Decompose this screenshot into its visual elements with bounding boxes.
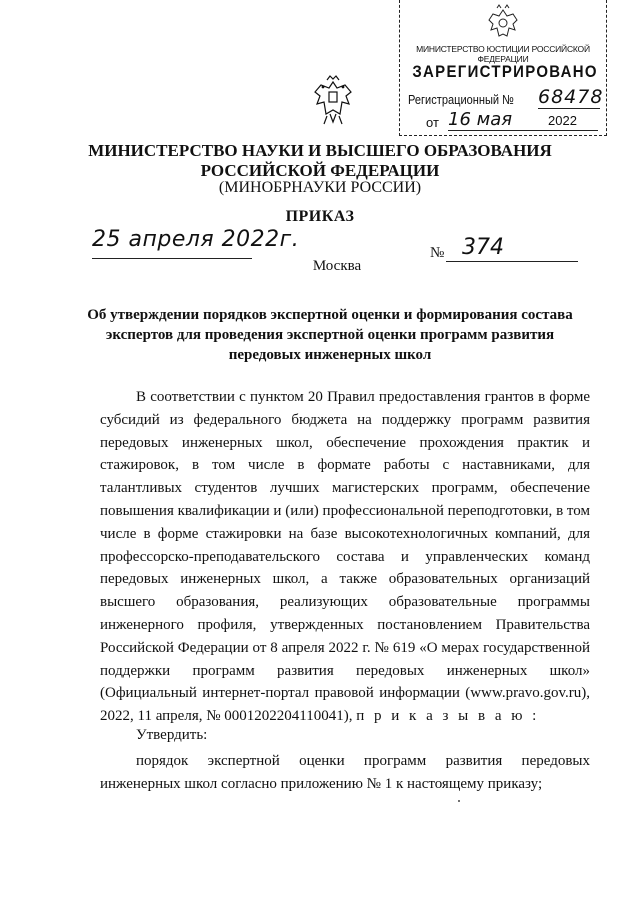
stamp-registered-label: ЗАРЕГИСТРИРОВАНО <box>412 62 598 81</box>
ministry-short-name: (МИНОБРНАУКИ РОССИИ) <box>218 179 422 196</box>
order-number-label: № <box>430 245 445 261</box>
stamp-number-underline <box>538 108 600 109</box>
coat-of-arms-icon <box>310 74 356 128</box>
body-paragraph <box>100 386 590 728</box>
approve-label: Утвердить: <box>136 727 208 743</box>
document-title: Об утверждении порядков экспертной оценки и формирования состава экспертов для проведения экспертной оценки программ развития передовых инженерных школ <box>87 307 573 363</box>
order-date-handwritten: 25 апреля 2022г. <box>92 227 300 252</box>
stamp-ministry-name: МИНИСТЕРСТВО ЮСТИЦИИ РОССИЙСКОЙ ФЕДЕРАЦИИ <box>416 44 590 64</box>
ink-dot <box>458 800 460 802</box>
document-type: ПРИКАЗ <box>285 208 355 225</box>
ministry-name-line2: РОССИЙСКОЙ ФЕДЕРАЦИИ <box>200 161 440 180</box>
stamp-reg-year: 2022 <box>548 113 577 128</box>
main-paragraph-text: В соответствии с пунктом 20 Правил предоставления грантов в форме субсидий из федерального бюджета на поддержку программ развития передовых инженерных школ, обеспечение прохождения практик и стажировок, в том числе в формате работы с наставниками, для талантливых студентов лучших магистерских программ, обеспечение повышения квалификации и (или) профессиональной переподготовки, в том числе в форме стажировки на базе высокотехнологичных компаний, для профессорско-преподавательского состава и управленческих команд передовых инженерных школ, а также образовательных организаций высшего образования, реализующих образовательные программы инженерного профиля, утвержденных постановлением Правительства Российской Федерации от 8 апреля 2022 г. № 619 «О мерах государственной поддержки программ развития передовых инженерных школ» (Официальный интернет-портал правовой информации (www.pravo.gov.ru), 2022, 11 апреля, № 0001202204110041), <box>100 389 590 725</box>
stamp-date-underline <box>448 130 598 131</box>
eagle-emblem-icon <box>483 4 523 42</box>
city: Москва <box>312 258 362 274</box>
prikazyvayu-word: п р и к а з ы в а ю : <box>356 708 540 725</box>
ministry-name-line1: МИНИСТЕРСТВО НАУКИ И ВЫСШЕГО ОБРАЗОВАНИЯ <box>88 141 552 160</box>
item-1-paragraph: порядок экспертной оценки программ развития передовых инженерных школ согласно приложению № 1 к настоящему приказу; <box>100 753 590 792</box>
stamp-reg-number-label: Регистрационный № <box>408 92 515 107</box>
stamp-from-label: от <box>426 115 439 130</box>
registration-stamp <box>399 0 607 136</box>
stamp-reg-number: 68478 <box>538 86 604 108</box>
order-number: 374 <box>462 235 504 260</box>
stamp-reg-date: 16 мая <box>448 109 513 130</box>
